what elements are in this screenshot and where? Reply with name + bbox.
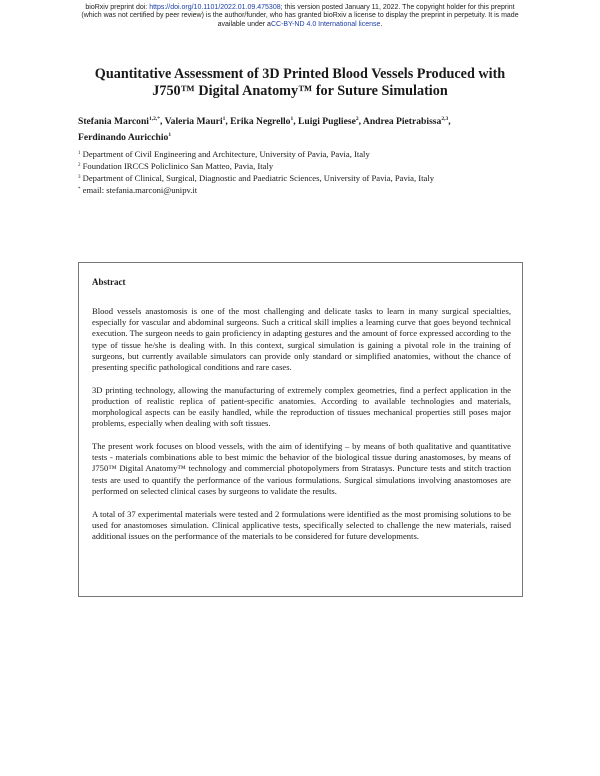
abstract-paragraph: 3D printing technology, allowing the manufacturing of extremely complex geometries, find a perfect application in the production of realistic replica of patient-specific anatomies. According to available technologies and materials, morphological aspects can be easily handled, while the reproduction of tissues mechanical properties still poses major problems, especially when dealing with soft tissues. (92, 384, 511, 429)
title-line-1: Quantitative Assessment of 3D Printed Blood Vessels Produced with (94, 66, 506, 82)
preprint-line-1: bioRxiv preprint doi: https://doi.org/10.1101/2022.01.09.475308; this version posted January 11, 2022. The copyright holder for this preprint (85, 4, 515, 11)
abstract-paragraph: Blood vessels anastomosis is one of the most challenging and delicate tasks to learn in many surgical specialties, especially for vascular and abdominal surgeons. Such a critical skill implies a learning curve that goes beyond technical execution. The surgeon needs to gain proficiency in adapting gestures and the amount of force expressed according to the type of tissue he/she is dealing with. In this context, surgical simulation is gaining a pivotal role in the training of surgeons, but currently available simulators can provide only standard or simplified anatomies, without the chance of presenting specific pathological conditions and rare cases. (92, 306, 511, 373)
abstract-box (78, 262, 523, 597)
author: Erika Negrello$^1$, (230, 116, 299, 127)
affiliation: $^2$ Foundation IRCCS Policlinico San Matteo, Pavia, Italy (78, 161, 274, 171)
paper-title (60, 66, 540, 100)
affiliation-list (78, 148, 538, 196)
author-list (78, 113, 528, 144)
title-line-2: J750™ Digital Anatomy™ for Suture Simulation (152, 83, 448, 99)
author: Valeria Mauri$^1$, (164, 116, 231, 127)
author: Luigi Pugliese$^2$, (298, 116, 363, 127)
abstract-paragraph: A total of 37 experimental materials were tested and 2 formulations were identified as the most promising solutions to be used for anastomoses simulation. Clinical applicative tests, specifically selected to challenge the new materials, raised additional issues on the performance of the materials to be considered for future developments. (92, 508, 511, 541)
affiliation: $^3$ Department of Clinical, Surgical, Diagnostic and Paediatric Sciences, University of Pavia, Pavia, Italy (78, 173, 435, 183)
author: Andrea Pietrabissa$^{2,3}$, (362, 116, 451, 127)
preprint-header (40, 4, 560, 29)
preprint-line-2: (which was not certified by peer review) is the author/funder, who has granted bioRxiv a license to display the preprint in perpetuity. It is made (81, 12, 519, 20)
preprint-line-3: available under aCC-BY-ND 4.0 International license. (217, 20, 383, 28)
abstract-heading: Abstract (92, 277, 126, 287)
doi-link[interactable]: https://doi.org/10.1101/2022.01.09.475308 (149, 4, 281, 11)
author: Stefania Marconi$^{1,2,*}$, (78, 116, 165, 127)
corresponding-email: * email: stefania.marconi@unipv.it (78, 185, 198, 195)
author: Ferdinando Auricchio$^1$ (78, 131, 172, 143)
license-link[interactable]: CC-BY-ND 4.0 International license (270, 20, 381, 28)
affiliation: $^1$ Department of Civil Engineering and Architecture, University of Pavia, Pavia, Italy (78, 149, 370, 159)
abstract-paragraph: The present work focuses on blood vessels, with the aim of identifying – by means of both qualitative and quantitative tests - materials combinations able to best mimic the behavior of the biological tissue during anastomoses, by means of J750™ Digital Anatomy™ technology and commercial photopolymers from Stratasys. Puncture tests and stitch traction tests are used to quantify the performance of the various formulations. Surgical simulations involving anastomoses are performed on selected clinical cases by surgeons to validate the results. (92, 441, 511, 496)
